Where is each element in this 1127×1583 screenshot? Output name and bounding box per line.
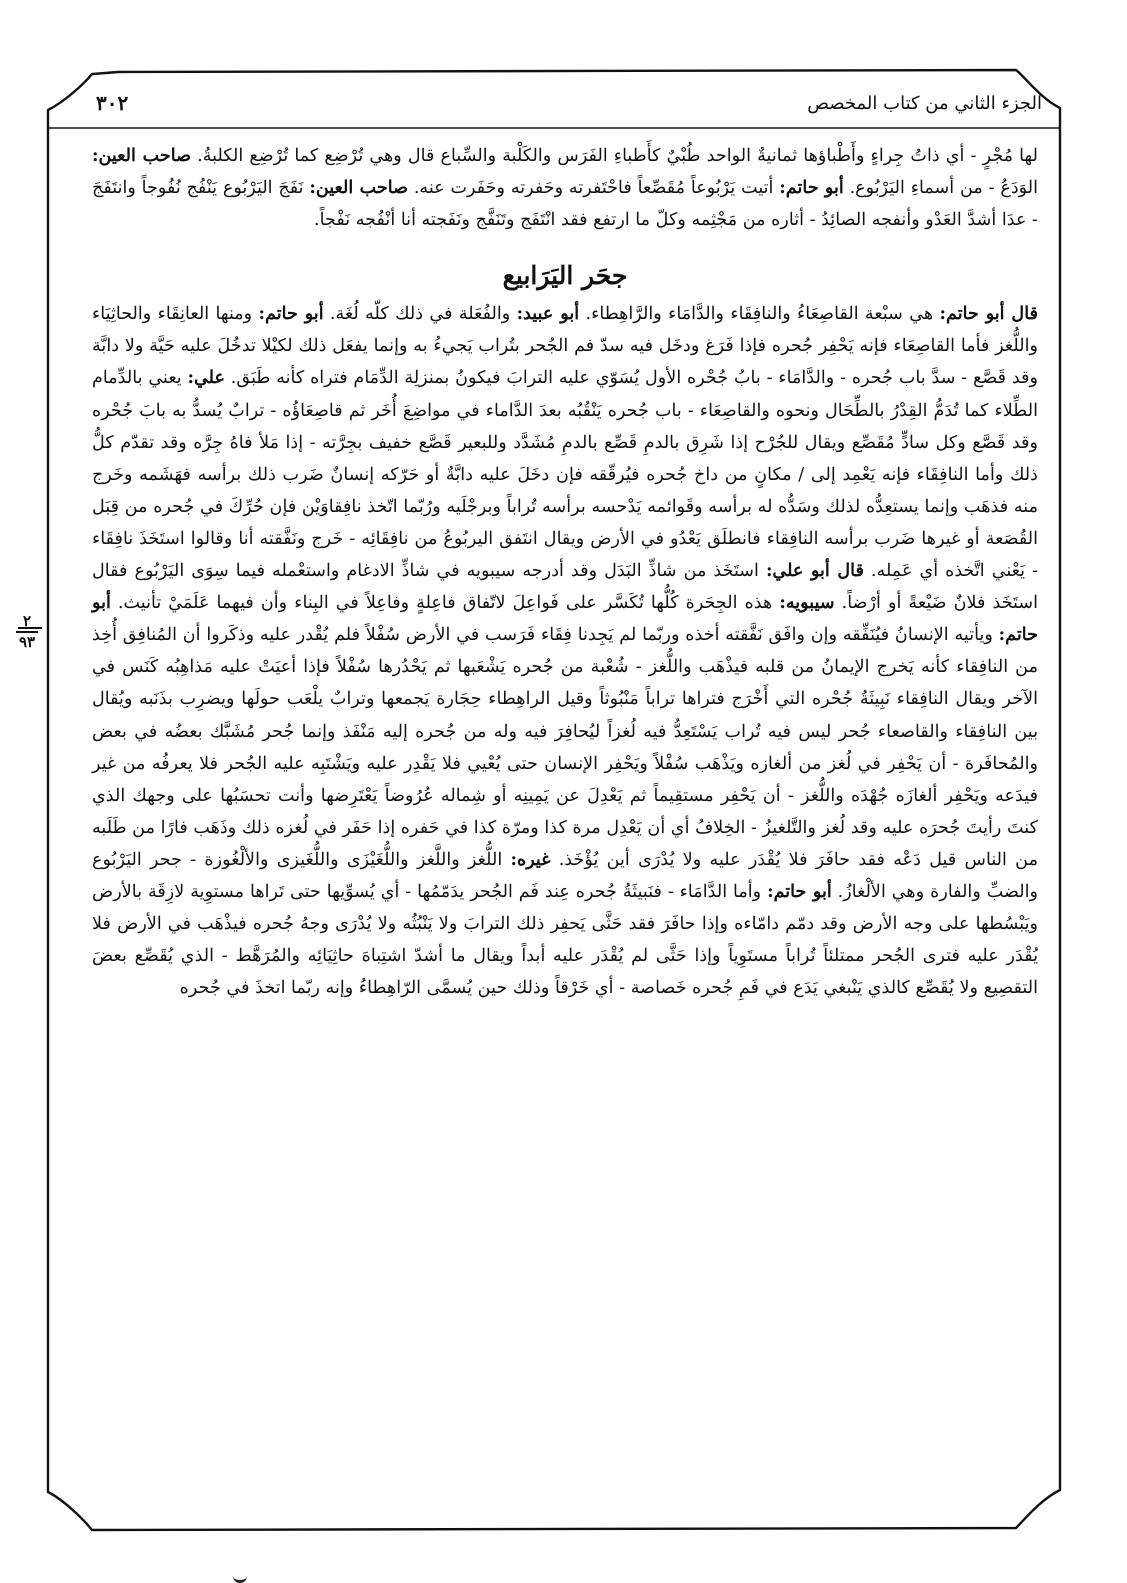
speaker-label: علي: <box>187 367 225 389</box>
speaker-label: سيبويه: <box>779 592 835 614</box>
margin-folio-top: ٢ <box>22 612 32 630</box>
intro-paragraph <box>92 140 1038 236</box>
page-number: ٣٠٢ <box>96 91 129 115</box>
speaker-label: أبو حاتم: <box>258 303 324 325</box>
text-run: نَفَجَ اليَرْبُوع يَنْفُج نُفُوجاً وانتَفَجَ - عدَا أشدَّ العَدْو وأنفجه الصائِدُ - أثاره من مَجْثِمه وكلّ ما ارتفع فقد انْتَفَج وتَنَفَّج ونَفَجته أنا أنْفُجه نَفْجاً. <box>92 178 1038 231</box>
speaker-label: صاحب العين: <box>92 145 192 166</box>
text-run: ويأتيه الإنسانُ فيُنَفِّقه وإن وافَق نَفَّقته أخذه وربّما لم يَجِدنا فِقَاء فَرَسب في الأرض سُفْلاً فلم يُقْدر عليه وذكَروا أن المُنافِق أُخِذ من النافِقاء كأنه يَخرج الإيمانُ من قلبه فيذْهَب واللُّغز - شُعْبة من جُحره يَشْعَبها ثم يَحْدُرها سُفْلاً فإذا أعيَتْ عليه مَذاهِبُه كَنَس في الآخر ويقال النافِقاء نَبِيثَةُ جُحْره التي أَخْرَج فتراها تراباً مَنْبُوثاً وقيل الراهِطاء حِجَارة يَجمعها وترابٌ يلْعَب حولَها ويضرِب بذَنَبه ويُقال بين النافِقاء والقاصعاء جُحر ليس فيه تُراب يَسْتَعِدُّ فيه لُغزاً ليُحافِرَ فيه وله من جُحره إليه مَنْفَذ وإنما جُحر مُشَبَّك بعضُه في بعض والمُحافَرة - أن يَحْفِر في لُغز من ألغازه ويَذْهَب سُفْلاً ويَحْفِر الإنسان حتى يُعْيي فلا يَقْدِر عليه ويَشْتَبِه عليه الجُحر فلا يعرفُه من غير فيدَعه ويَحْفِر ألغازَه جُهْدَه واللُّغز - أن يَحْفِر مستقِيماً ثم يَعْدِلَ عن يَمِينِه أو شِماله عُرُوضاً يَعْتَرِضها وأنت تحسَبُها على وجهك الذي كنتَ رأيتَ جُحرَه عليه وقد لُغز والتَّلغيزُ - الخِلافُ أي أن يَعْدِل مرة كذا ومرّة كذا في حَفره إذا حَفَر في لُغزه ذلك وذَهَب فارًا من طَلَبه من الناس قيل دَعْه فقد حافَرَ فلا يُقْدَر عليه ولا يُدْرَى أين يُؤْخَذ. <box>92 625 1039 870</box>
text-run: وأما الدَّامَاء - فنَبيثَةُ جُحره عِند فَم الجُحر يدَمّمُها - أي يُسوِّيها حتى تَراها مستوِية لازِقَة بالأرض ويَبْسُطها على وجه الأرض وقد دمّم دامّاءه وإذا حافَرَ فقد حَثَّى يَحفِر ذلك الترابَ ولا يَنْبُثُه ولا يُدْرَى وجهُ جُحره فيذْهَب في الأرض فلا يُقْدَر عليه فترى الجُحر ممتلئاً تُراباً مستَوِياً وإذا حَثَّى لم يُقْدَر عليه أبداً ويقال ما أشدّ اشتِباهَ حاثِيَائِه والمُرَهَّط - الذي يُقَصِّع بعضَ التقصِيع ولا يُقَصِّع كالذي يَنْبغي يَدَع في فَمِ جُحره خَصاصة - أي خَرْقاً وذلك حين يُسمَّى الرّاهِطاءُ وإنه ربّما اتخذَ في جُحره <box>92 881 1038 999</box>
text-run: ومنها العانِقَاء والحاثِيَاء واللُّغز فأما القاصِعَاء فإنه يَحْفِر جُحره فإذا فَرَغ ودخَل فيه سدّ فم الجُحر بتُراب يَجيءُ به وإنما يفعَل ذلك لكيْلا تدخُلَ عليه حَيَّة ولا دابَّة وقد قَصَّع - سدَّ باب جُحره - والدَّامَاء - بابُ جُحْره الأول يُسَوّي عليه الترابَ فيكونُ بمنزلِة الدِّمَام فتراه كأنه طَبَق. <box>92 304 1038 389</box>
margin-folio-reference <box>12 614 42 650</box>
text-run: لها مُجْرٍ - أي ذاتُ جِراءٍ وأَطْباؤها ثمانيةٌ الواحد طُبْيٌ كأَطباءِ الفَرَس والكَلْبة والسِّباع قال وهي تُرْضِع كما تُرْضِع الكلبةُ. <box>191 146 1038 166</box>
speaker-label: أبو حاتم: <box>779 177 844 199</box>
text-run: الوَدَعُ - من أسماءِ اليَرْبُوع. <box>843 178 1038 199</box>
section-title: جحَر اليَرَابيع <box>502 261 628 291</box>
text-run: هذه الجِحَرة كُلُّها تُكَسَّر على فَواعِلَ لاتّفاق فاعِلةٍ وفاعِلاً في البِناء وأن فيهما عَلَمَيْ تأنيث. <box>110 593 780 614</box>
bottom-scan-mark <box>233 1566 247 1583</box>
page-body <box>92 140 1038 1004</box>
text-run: أتيت يَرْبُوعاً مُقَصِّعاً فاحْتَفرته وحَفرته وحَفَرت عنه. <box>408 178 780 199</box>
page-header <box>92 88 1042 118</box>
speaker-label: قال أبو حاتم: <box>939 303 1038 325</box>
speaker-label: صاحب العين: <box>309 177 409 199</box>
text-run: والفُعَلة في ذلك كلّه لُغَة. <box>323 304 517 325</box>
text-run: هي سبْعة القاصِعَاءُ والنافِقَاء والدَّامَاء والرَّاهِطاء. <box>579 304 940 325</box>
main-paragraph <box>92 298 1038 1004</box>
text-run: استَخَذ من شاذِّ البَدَل وقد أدرجه سيبويه في شاذِّ الادغام واستعْمله فيما سِوَى اليَرْبُوع فقال استَخَذ فلانٌ ضَيْعةً أو أرْضاً. <box>92 561 1039 614</box>
speaker-label: أبو حاتم: <box>92 592 1038 646</box>
speaker-label: أبو عبيد: <box>516 303 580 325</box>
text-run: يعني بالدِّمام الطِّلاء كما تُدَمُّ القِدْرُ بالطِّحَال ونحوه والقاصِعَاء - باب جُحره يَنْقُبُه بعدَ الدَّاماء في مواضِعَ أُخَر ثم قاصِعَاؤُه - ترابٌ يُسدُّ به بابَ جُحْره وقد قَصَّع وكل سادٍّ مُقَصِّع ويقال للجُرْح إذا شَرِق بالدمِ قَصِّع بالدمِ مُشَدَّد وللبعير قَصَّع خفيف بجِرَّته - إذا مَلأ فاهُ جِرَّه وقد تقدّم كلُّ ذلك وأما النافِقَاء فإنه يَعْمِد إلى / مكانٍ من داخ جُحره فيُرقّقه فإن دخَلَ عليه دابَّةٌ أو حَرّكه إنسانٌ ضَرب ذلك برأسه فهَشَمه وخَرج منه فذهَب وإنما يستعِدُّه لذلك وسَدُّه له برأسه وقَوائمه يَدْحسه برأسه تُراباً وبرجْلَيه ورُبّما اتّخذ نافِقاوَيْن فإن حُرِّكَ في جُحره من قِبَل القُصَعة أو غيرها ضَرب برأسه النافِقاء فانطلَق يَعْدُو في الأرض ويقال انتَفق اليربُوعُ من نافِقَائِه - خَرج ونَفَّقته أنا وقالوا استَخَذَ نافِقَاء - يَعْني اتَّخذه أي عَمِله. <box>92 368 1038 582</box>
margin-folio-bottom: ٩٣ <box>18 633 36 651</box>
speaker-label: أبو حاتم: <box>767 880 832 902</box>
speaker-label: غيره: <box>510 848 551 870</box>
running-title: الجزء الثاني من كتاب المخصص <box>807 92 1042 114</box>
text-run: اللُّغز واللَّغز واللُّغَيْزَى واللُّغَيزى والألْغُوزة - جحر اليَرْبُوع والضبِّ والفارة وهي الألْغازُ. <box>92 849 1039 902</box>
speaker-label: قال أبو علي: <box>765 560 864 582</box>
